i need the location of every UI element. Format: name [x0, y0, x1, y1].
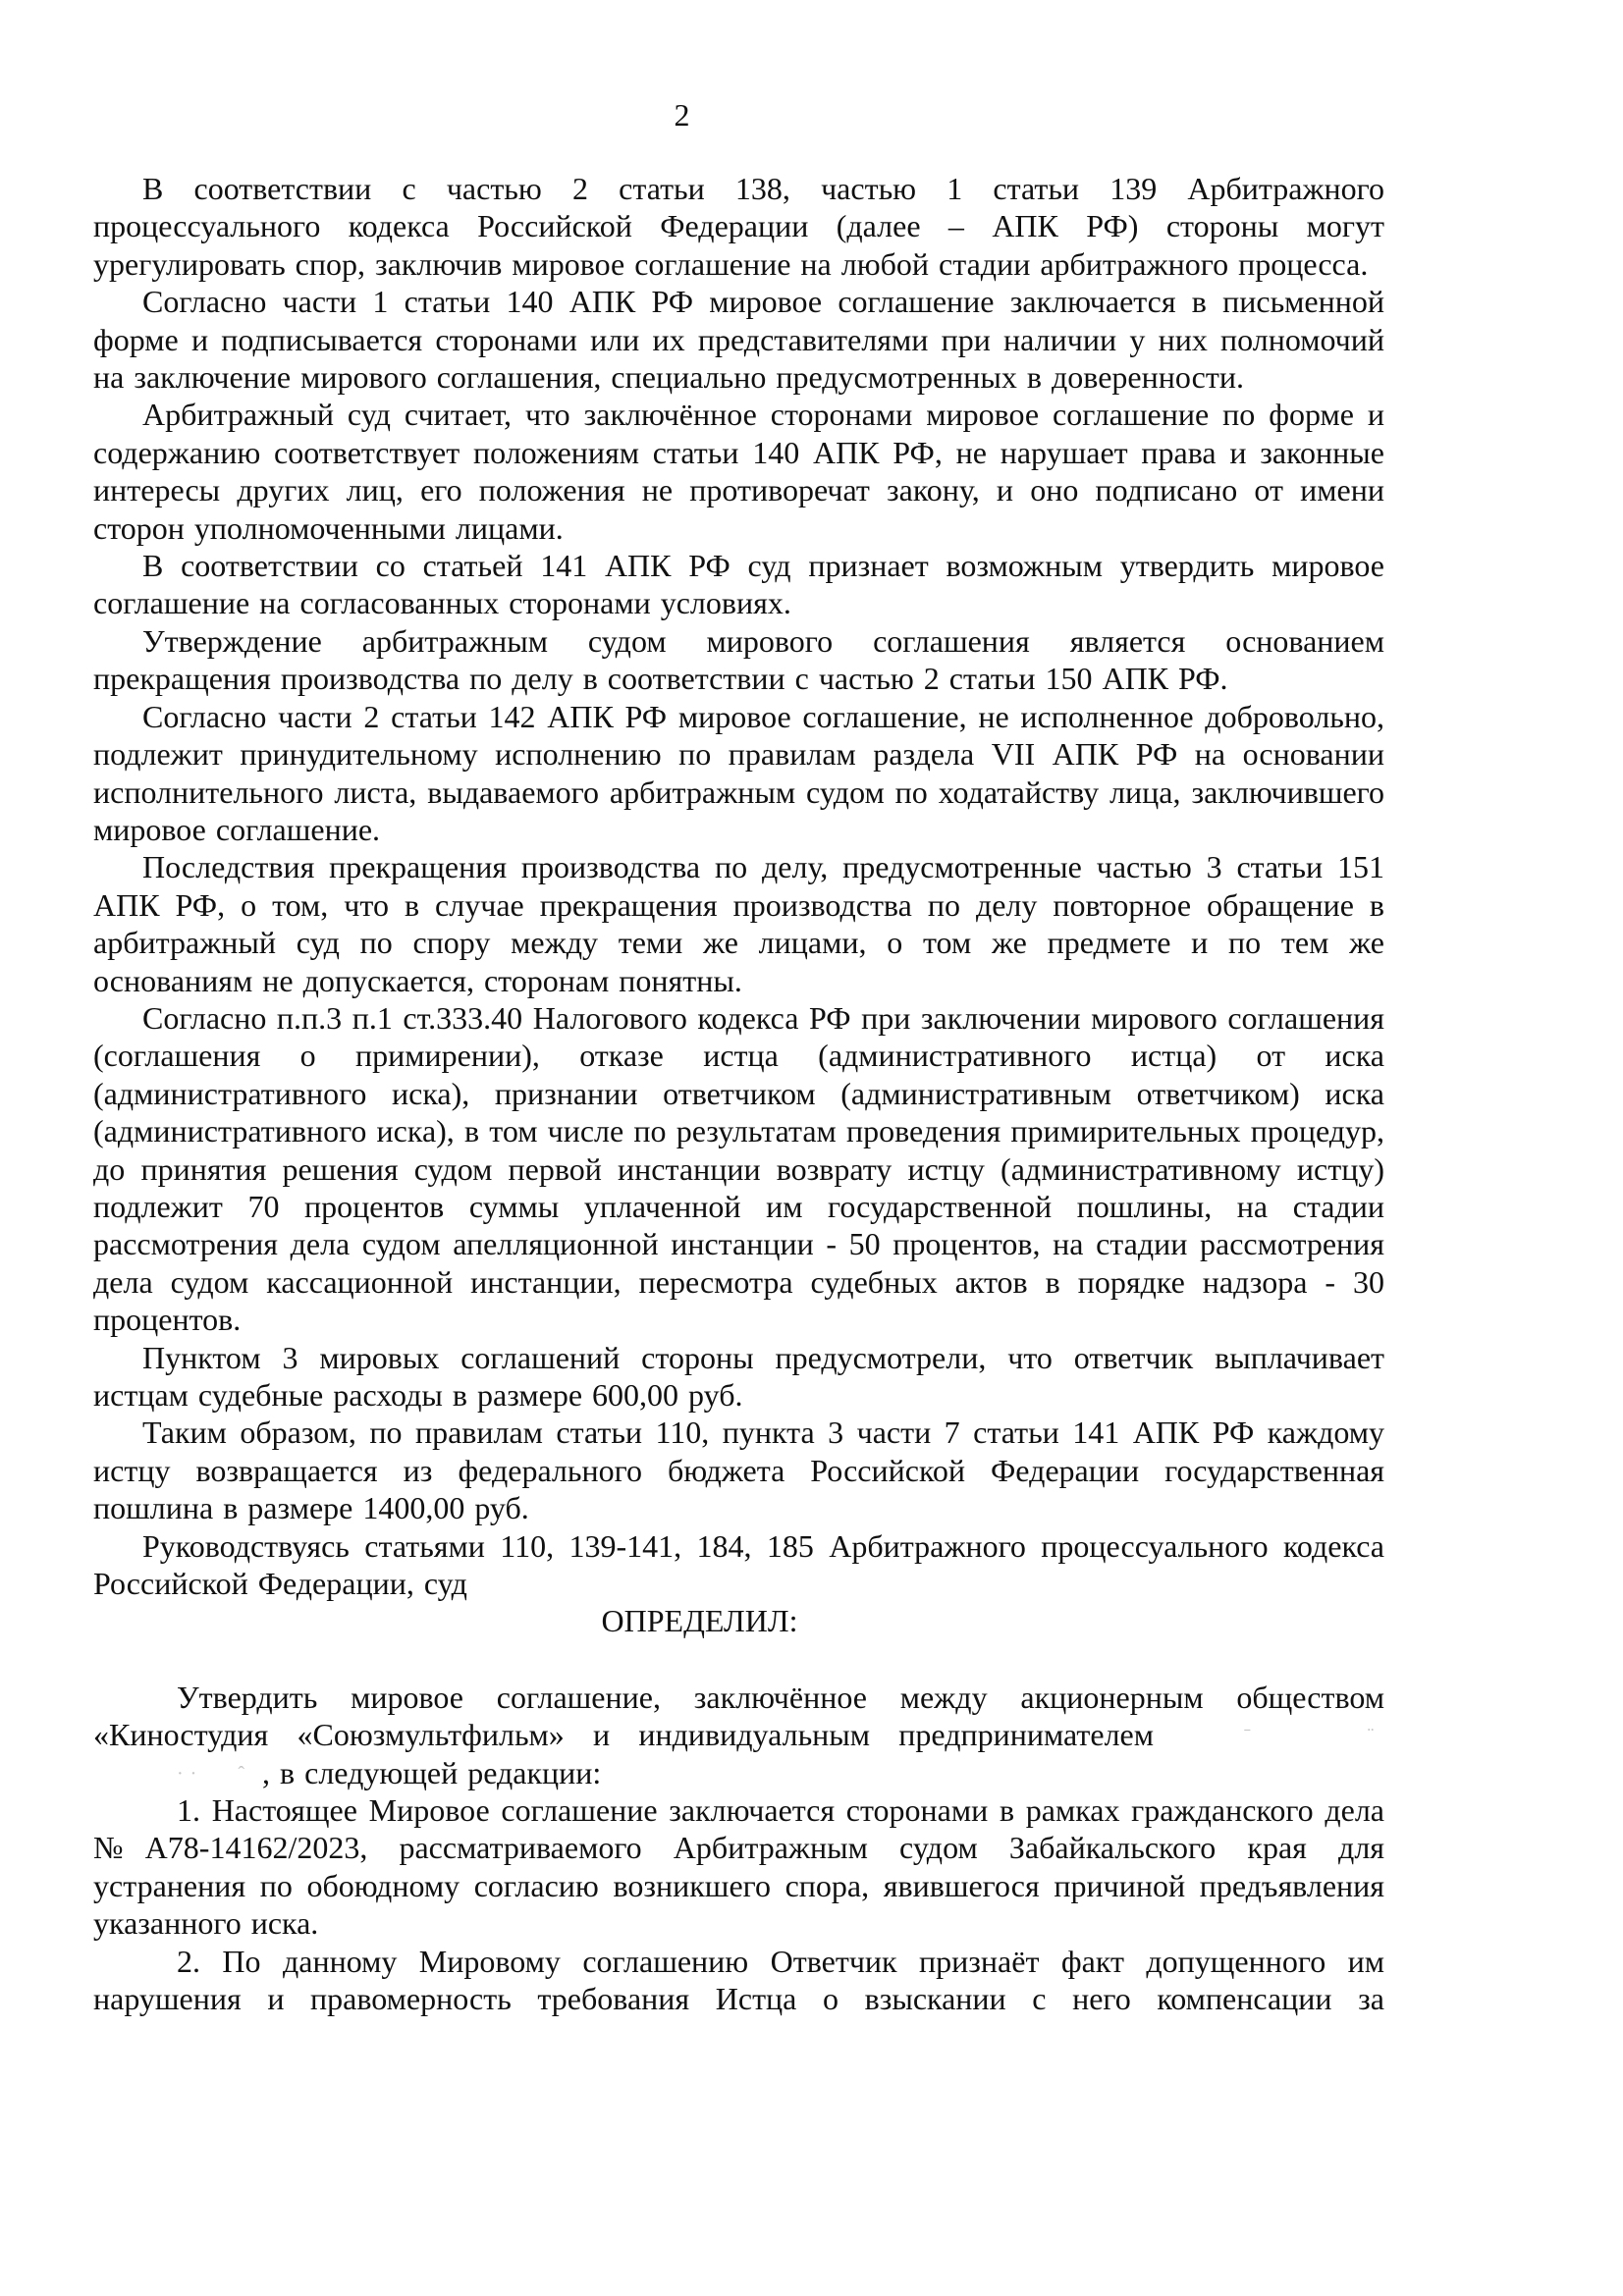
paragraph-10: Таким образом, по правилам статьи 110, пункта 3 части 7 статьи 141 АПК РФ каждому истцу возвращается из федерального бюджета Российской Федерации государственная пошлина в размере 1400,00 руб. [93, 1415, 1384, 1526]
paragraph-11: Руководствуясь статьями 110, 139-141, 184, 185 Арбитражного процессуального кодекса Российской Федерации, суд [93, 1527, 1384, 1602]
paragraph-9: Пунктом 3 мировых соглашений стороны предусмотрели, что ответчик выплачивает истцам судебные расходы в размере 600,00 руб. [93, 1339, 1384, 1413]
resolution-item-2: 2. По данному Мировому соглашению Ответчик признаёт факт допущенного им нарушения и правомерность требования Истца о взыскании с него компенсации за [93, 1943, 1384, 2017]
paragraph-5: Утверждение арбитражным судом мирового соглашения является основанием прекращения производства по делу в соответствии с частью 2 статьи 150 АПК РФ. [93, 622, 1384, 697]
redaction-mark: ˉ ¨ [1237, 1726, 1375, 1746]
page-number: 2 [674, 97, 690, 133]
heading-opredelil: ОПРЕДЕЛИЛ: [601, 1603, 798, 1639]
resolution-paragraph: Утвердить мировое соглашение, заключённое между акционерным обществом «Киностудия «Союзмультфильм» и индивидуальным предпринимателем ˉ ¨· · ˆ , в следующей редакции: [93, 1679, 1384, 1790]
paragraph-2: Согласно части 1 статьи 140 АПК РФ мировое соглашение заключается в письменной форме и подписывается сторонами или их представителями при наличии у них полномочий на заключение мирового соглашения, специально предусмотренных в доверенности. [93, 284, 1384, 396]
paragraph-4: В соответствии со статьей 141 АПК РФ суд признает возможным утвердить мировое соглашение на согласованных сторонами условиях. [93, 548, 1384, 621]
paragraph-8: Согласно п.п.3 п.1 ст.333.40 Налогового кодекса РФ при заключении мирового соглашения (соглашения о примирении), отказе истца (административного истца) от иска (административного иска), признании ответчиком (административным ответчиком) иска (административного иска), в том числе по результатам проведения примирительных процедур, до принятия решения судом первой инстанции возврату истцу (административному истцу) подлежит 70 процентов суммы уплаченной им государственной пошлины, на стадии рассмотрения дела судом апелляционной инстанции - 50 процентов, на стадии рассмотрения дела судом кассационной инстанции, пересмотра судебных актов в порядке надзора - 30 процентов. [93, 999, 1384, 1338]
spacer [93, 1640, 1384, 1679]
document-body [93, 96, 1384, 2018]
paragraph-6: Согласно части 2 статьи 142 АПК РФ мировое соглашение, не исполненное добровольно, подлежит принудительному исполнению по правилам раздела VII АПК РФ на основании исполнительного листа, выдаваемого арбитражным судом по ходатайству лица, заключившего мировое соглашение. [93, 698, 1384, 847]
redaction-mark: · · ˆ [177, 1763, 244, 1784]
resolution-item-1: 1. Настоящее Мировое соглашение заключается сторонами в рамках гражданского дела №А78-14162/2023, рассматриваемого Арбитражным судом Забайкальского края для устранения по обоюдному согласию возникшего спора, явившегося причиной предъявления указанного иска. [93, 1792, 1384, 1942]
paragraph-1: В соответствии с частью 2 статьи 138, частью 1 статьи 139 Арбитражного процессуального кодекса Российской Федерации (далее – АПК РФ) стороны могут урегулировать спор, заключив мировое соглашение на любой стадии арбитражного процесса. [93, 171, 1384, 282]
paragraph-7: Последствия прекращения производства по делу, предусмотренные частью 3 статьи 151 АПК РФ, о том, что в случае прекращения производства по делу повторное обращение в арбитражный суд по спору между теми же лицами, о том же предмете и по тем же основаниям не допускается, сторонам понятны. [93, 849, 1384, 998]
paragraph-3: Арбитражный суд считает, что заключённое сторонами мировое соглашение по форме и содержанию соответствует положениям статьи 140 АПК РФ, не нарушает права и законные интересы других лиц, его положения не противоречат закону, и оно подписано от имени сторон уполномоченными лицами. [93, 397, 1384, 546]
